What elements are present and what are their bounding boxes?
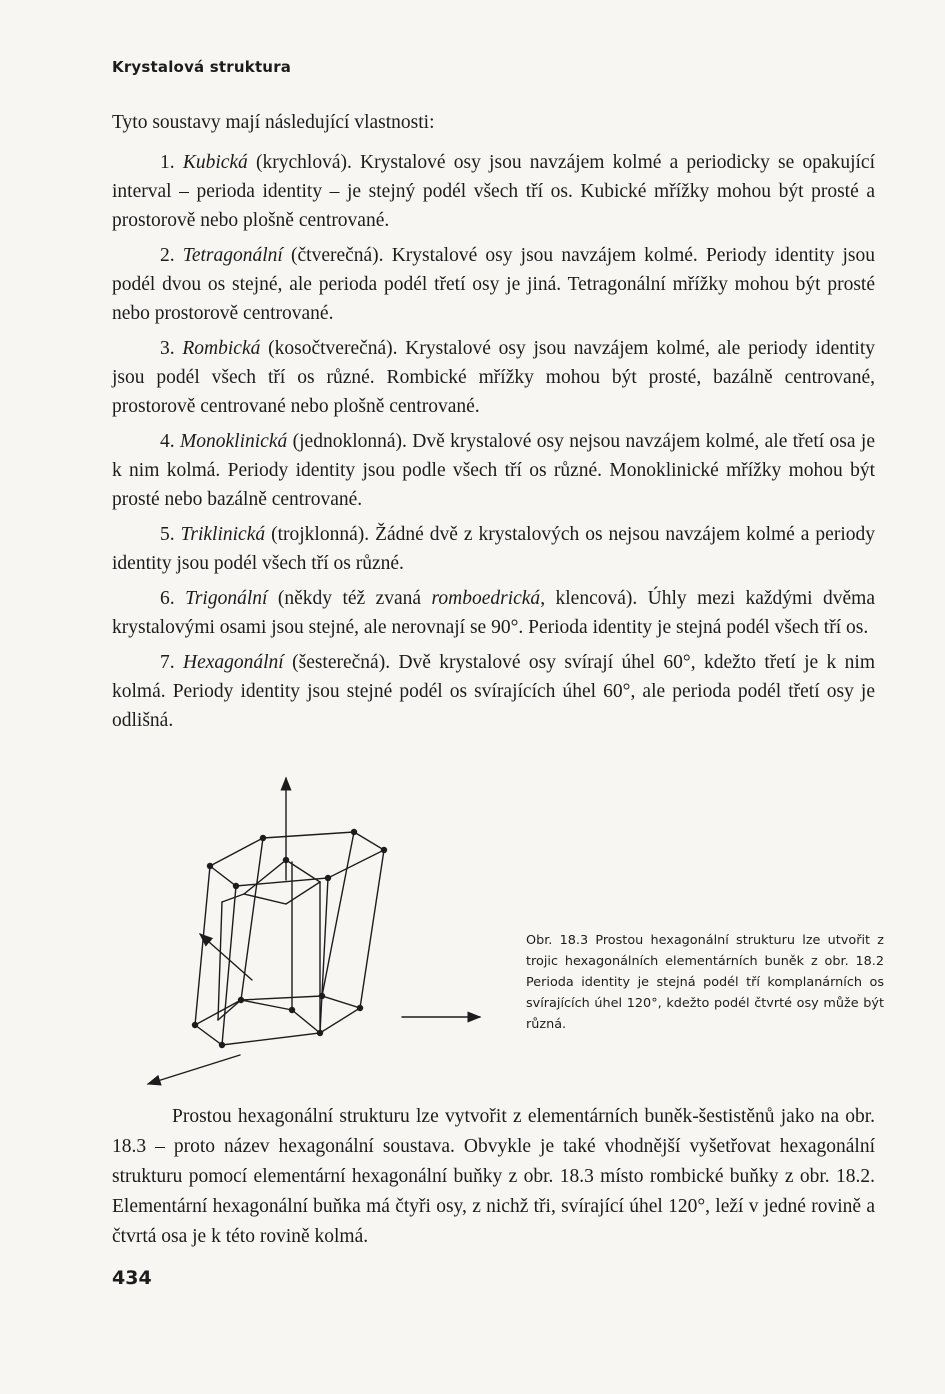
list-item: 7. Hexagonální (šesterečná). Dvě krystalové osy svírají úhel 60°, kdežto třetí je k nim kolmá. Periody identity jsou stejné podél os svírajících úhel 60°, ale perioda podél třetí osy je odlišná. — [112, 652, 875, 731]
list-item: 3. Rombická (kosočtverečná). Krystalové osy jsou navzájem kolmé, ale periody identity jsou podél všech tří os různé. Rombické mřížky mohou být prosté, bazálně centrované, prostorově centrované nebo plošně centrované. — [112, 338, 875, 417]
figure-caption: Obr. 18.3 Prostou hexagonální strukturu lze utvořit z trojic hexagonálních elementárních buněk z obr. 18.2 Perioda identity je stejná podél tří komplanárních os svírajících úhel 120°, kdežto podél čtvrté osy může být různá. — [526, 933, 884, 1032]
closing-text: Prostou hexagonální strukturu lze vytvořit z elementárních buněk-šestistěnů jako na obr. 18.3 – proto název hexagonální soustava. Obvykle je také vhodnější vyšetřovat hexagonální strukturu pomocí elementární hexagonální buňky z obr. 18.3 místo rombické buňky z obr. 18.2. Elementární hexagonální buňka má čtyři osy, z nichž tři, svírající úhel 120°, leží v jedné rovině a čtvrtá osa je k této rovině kolmá. — [112, 1106, 875, 1247]
list-item: 1. Kubická (krychlová). Krystalové osy jsou navzájem kolmé a periodicky se opakující interval – perioda identity – je stejný podél všech tří os. Kubické mřížky mohou být prosté a prostorově nebo plošně centrované. — [112, 152, 876, 231]
running-header: Krystalová struktura — [112, 58, 292, 76]
list-item: 6. Trigonální (někdy též zvaná romboedrická, klencová). Úhly mezi každými dvěma krystalovými osami jsou stejné, ale nerovnají se 90°. Perioda identity je stejná podél všech tří os. — [112, 588, 875, 638]
intro-paragraph: Tyto soustavy mají následující vlastnosti: — [112, 112, 435, 133]
hexagonal-prism-drawing — [140, 770, 500, 1095]
list-item: 5. Triklinická (trojklonná). Žádné dvě z krystalových os nejsou navzájem kolmé a periody identity jsou podél všech tří os různé. — [112, 524, 875, 574]
list-item: 2. Tetragonální (čtverečná). Krystalové osy jsou navzájem kolmé. Periody identity jsou podél dvou os stejné, ale perioda podél třetí osy je jiná. Tetragonální mřížky mohou být prosté nebo prostorově centrované. — [112, 245, 875, 324]
hexagonal-cell-figure — [140, 770, 500, 1095]
page-number: 434 — [112, 1267, 152, 1289]
crystal-systems-list — [112, 148, 875, 741]
closing-paragraph — [112, 1102, 875, 1252]
list-item: 4. Monoklinická (jednoklonná). Dvě krystalové osy nejsou navzájem kolmé, ale třetí osa je k nim kolmá. Periody identity jsou podle všech tří os různé. Monoklinické mřížky mohou být prosté nebo bazálně centrované. — [112, 431, 875, 510]
